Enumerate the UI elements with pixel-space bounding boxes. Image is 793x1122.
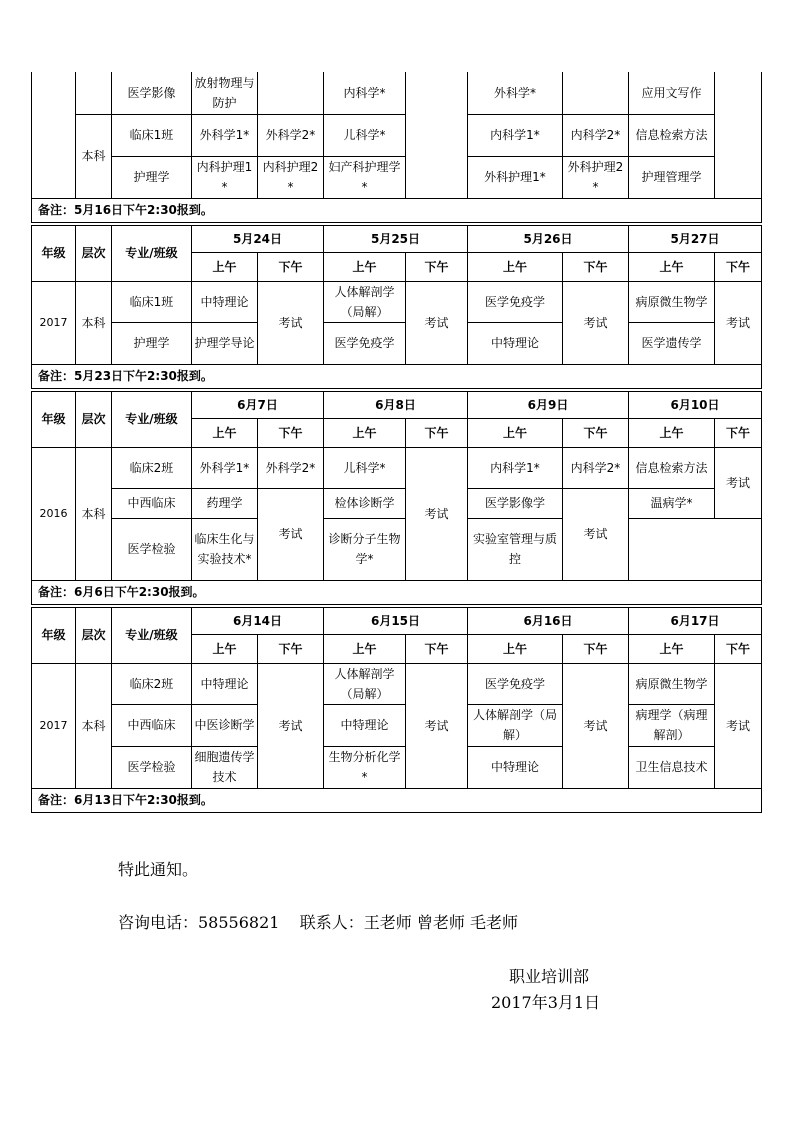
- pm-label: 下午: [406, 252, 468, 281]
- s3-major-clinical2: 临床2班: [112, 447, 192, 488]
- pm-label: 下午: [563, 252, 629, 281]
- s4-cell: 中医诊断学: [192, 704, 258, 746]
- pm-label: 下午: [406, 418, 468, 447]
- s3-header-dates: [32, 391, 762, 418]
- am-label: 上午: [629, 418, 715, 447]
- pm-label: 下午: [258, 252, 324, 281]
- s1-cell: 儿科学*: [324, 114, 406, 156]
- s2-level: 本科: [76, 281, 112, 364]
- s1-note-row: [32, 198, 762, 222]
- s1-cell: [258, 72, 324, 114]
- s1-cell: 外科学2*: [258, 114, 324, 156]
- s2-note: 备注：5月23日下午2:30报到。: [32, 364, 762, 388]
- s3-note: 备注：6月6日下午2:30报到。: [32, 580, 762, 604]
- s1-cell: 信息检索方法: [629, 114, 715, 156]
- exam-schedule-table-wrap: [31, 72, 761, 813]
- contact-text: 咨询电话：58556821 联系人：王老师 曾老师 毛老师: [118, 913, 518, 932]
- s4-exam: 考试: [563, 663, 629, 788]
- s2-grade: 2017: [32, 281, 76, 364]
- s4-grade: 2017: [32, 663, 76, 788]
- s2-cell: 人体解剖学（局解）: [324, 281, 406, 322]
- pm-label: 下午: [563, 634, 629, 663]
- s4-cell: 细胞遗传学技术: [192, 746, 258, 788]
- s2-date-3: 5月26日: [468, 225, 629, 252]
- s3-level: 本科: [76, 447, 112, 580]
- s4-row-lab: [32, 746, 762, 788]
- s1-note: 备注：5月16日下午2:30报到。: [32, 198, 762, 222]
- s4-exam: 考试: [258, 663, 324, 788]
- s2-cell: 医学免疫学: [324, 322, 406, 364]
- s1-cell: 内科学1*: [468, 114, 563, 156]
- s4-major-lab: 医学检验: [112, 746, 192, 788]
- pm-label: 下午: [563, 418, 629, 447]
- s1-major-imaging: 医学影像: [112, 72, 192, 114]
- s2-cell: 病原微生物学: [629, 281, 715, 322]
- s2-row-nursing: [32, 322, 762, 364]
- s3-cell: 信息检索方法: [629, 447, 715, 488]
- s3-cell: 诊断分子生物学*: [324, 518, 406, 580]
- s2-date-2: 5月25日: [324, 225, 468, 252]
- s4-date-1: 6月14日: [192, 607, 324, 634]
- s3-cell: 内科学1*: [468, 447, 563, 488]
- s2-major-nursing: 护理学: [112, 322, 192, 364]
- s4-major-tcm: 中西临床: [112, 704, 192, 746]
- s4-row-tcm: [32, 704, 762, 746]
- s4-major-clinical2: 临床2班: [112, 663, 192, 704]
- s3-major-header: 专业/班级: [112, 391, 192, 447]
- s1-cell: 外科护理1*: [468, 156, 563, 198]
- s4-cell: 中特理论: [468, 746, 563, 788]
- s3-date-1: 6月7日: [192, 391, 324, 418]
- am-label: 上午: [468, 252, 563, 281]
- s4-cell: 病理学（病理解剖）: [629, 704, 715, 746]
- s4-exam: 考试: [406, 663, 468, 788]
- s2-cell: 医学遗传学: [629, 322, 715, 364]
- s2-cell: 护理学导论: [192, 322, 258, 364]
- s4-major-header: 专业/班级: [112, 607, 192, 663]
- s4-date-3: 6月16日: [468, 607, 629, 634]
- pm-label: 下午: [715, 634, 762, 663]
- s1-cell: [563, 72, 629, 114]
- s2-major-header: 专业/班级: [112, 225, 192, 281]
- s3-date-3: 6月9日: [468, 391, 629, 418]
- s3-note-row: [32, 580, 762, 604]
- s1-level-top-cell: [76, 72, 112, 114]
- s4-cell: 人体解剖学（局解）: [324, 663, 406, 704]
- notice-text: 特此通知。: [118, 860, 199, 879]
- s4-grade-header: 年级: [32, 607, 76, 663]
- s4-cell: 生物分析化学*: [324, 746, 406, 788]
- s2-row-clinical1: [32, 281, 762, 322]
- s2-exam: 考试: [406, 281, 468, 364]
- s4-header-dates: [32, 607, 762, 634]
- s1-cell: 外科护理2*: [563, 156, 629, 198]
- s1-row-clinical1: [32, 114, 762, 156]
- s1-level-cell: 本科: [76, 114, 112, 198]
- s4-level-header: 层次: [76, 607, 112, 663]
- s4-note: 备注：6月13日下午2:30报到。: [32, 788, 762, 812]
- s4-date-2: 6月15日: [324, 607, 468, 634]
- s2-major-clinical1: 临床1班: [112, 281, 192, 322]
- s2-cell: 中特理论: [468, 322, 563, 364]
- s3-row-tcm: [32, 488, 762, 518]
- pm-label: 下午: [715, 252, 762, 281]
- s4-note-row: [32, 788, 762, 812]
- s3-exam: 考试: [258, 488, 324, 580]
- s4-level: 本科: [76, 663, 112, 788]
- am-label: 上午: [192, 634, 258, 663]
- s3-major-lab: 医学检验: [112, 518, 192, 580]
- s3-exam: 考试: [563, 488, 629, 580]
- s3-cell-empty: [629, 518, 762, 580]
- s4-cell: 人体解剖学（局解）: [468, 704, 563, 746]
- s1-cell: 外科学1*: [192, 114, 258, 156]
- s3-cell: 医学影像学: [468, 488, 563, 518]
- s1-major-clinical1: 临床1班: [112, 114, 192, 156]
- s3-grade: 2016: [32, 447, 76, 580]
- s4-exam: 考试: [715, 663, 762, 788]
- s1-cell-empty: [715, 72, 762, 198]
- s3-row-clinical2: [32, 447, 762, 488]
- s1-grade-cell: [32, 72, 76, 198]
- am-label: 上午: [468, 634, 563, 663]
- s3-major-tcm: 中西临床: [112, 488, 192, 518]
- s3-cell: 实验室管理与质控: [468, 518, 563, 580]
- s4-cell: 中特理论: [192, 663, 258, 704]
- s1-cell: 妇产科护理学*: [324, 156, 406, 198]
- s3-date-4: 6月10日: [629, 391, 762, 418]
- s3-row-lab: [32, 518, 762, 580]
- am-label: 上午: [629, 634, 715, 663]
- s1-cell: 应用文写作: [629, 72, 715, 114]
- s3-cell: 检体诊断学: [324, 488, 406, 518]
- s3-cell: 儿科学*: [324, 447, 406, 488]
- am-label: 上午: [629, 252, 715, 281]
- s1-row-imaging: [32, 72, 762, 114]
- s3-exam: 考试: [715, 447, 762, 518]
- s3-cell: 外科学1*: [192, 447, 258, 488]
- am-label: 上午: [468, 418, 563, 447]
- s2-exam: 考试: [715, 281, 762, 364]
- s2-level-header: 层次: [76, 225, 112, 281]
- s2-exam: 考试: [258, 281, 324, 364]
- s4-cell: 病原微生物学: [629, 663, 715, 704]
- s4-row-clinical2: [32, 663, 762, 704]
- s3-cell: 临床生化与实验技术*: [192, 518, 258, 580]
- s3-exam: 考试: [406, 447, 468, 580]
- am-label: 上午: [324, 634, 406, 663]
- pm-label: 下午: [715, 418, 762, 447]
- s1-cell: 内科护理2*: [258, 156, 324, 198]
- s1-cell: 外科学*: [468, 72, 563, 114]
- s4-cell: 医学免疫学: [468, 663, 563, 704]
- department-name: 职业培训部: [509, 967, 590, 986]
- s2-grade-header: 年级: [32, 225, 76, 281]
- s1-cell: 护理管理学: [629, 156, 715, 198]
- s1-cell-empty: [406, 72, 468, 198]
- pm-label: 下午: [406, 634, 468, 663]
- s2-note-row: [32, 364, 762, 388]
- s2-date-4: 5月27日: [629, 225, 762, 252]
- exam-schedule-table: [31, 72, 762, 813]
- s1-major-nursing: 护理学: [112, 156, 192, 198]
- s4-date-4: 6月17日: [629, 607, 762, 634]
- s3-date-2: 6月8日: [324, 391, 468, 418]
- s4-cell: 卫生信息技术: [629, 746, 715, 788]
- s3-grade-header: 年级: [32, 391, 76, 447]
- s3-cell: 药理学: [192, 488, 258, 518]
- s3-cell: 温病学*: [629, 488, 715, 518]
- s3-level-header: 层次: [76, 391, 112, 447]
- am-label: 上午: [192, 252, 258, 281]
- s1-cell: 内科学2*: [563, 114, 629, 156]
- s1-cell: 内科学*: [324, 72, 406, 114]
- pm-label: 下午: [258, 634, 324, 663]
- s1-cell: 内科护理1*: [192, 156, 258, 198]
- s3-cell: 内科学2*: [563, 447, 629, 488]
- s3-cell: 外科学2*: [258, 447, 324, 488]
- s2-header-dates: [32, 225, 762, 252]
- s2-cell: 中特理论: [192, 281, 258, 322]
- s2-date-1: 5月24日: [192, 225, 324, 252]
- am-label: 上午: [324, 252, 406, 281]
- s2-cell: 医学免疫学: [468, 281, 563, 322]
- s1-cell: 放射物理与防护: [192, 72, 258, 114]
- s1-row-nursing: [32, 156, 762, 198]
- am-label: 上午: [324, 418, 406, 447]
- pm-label: 下午: [258, 418, 324, 447]
- s4-cell: 中特理论: [324, 704, 406, 746]
- s2-exam: 考试: [563, 281, 629, 364]
- am-label: 上午: [192, 418, 258, 447]
- issue-date: 2017年3月1日: [491, 993, 601, 1012]
